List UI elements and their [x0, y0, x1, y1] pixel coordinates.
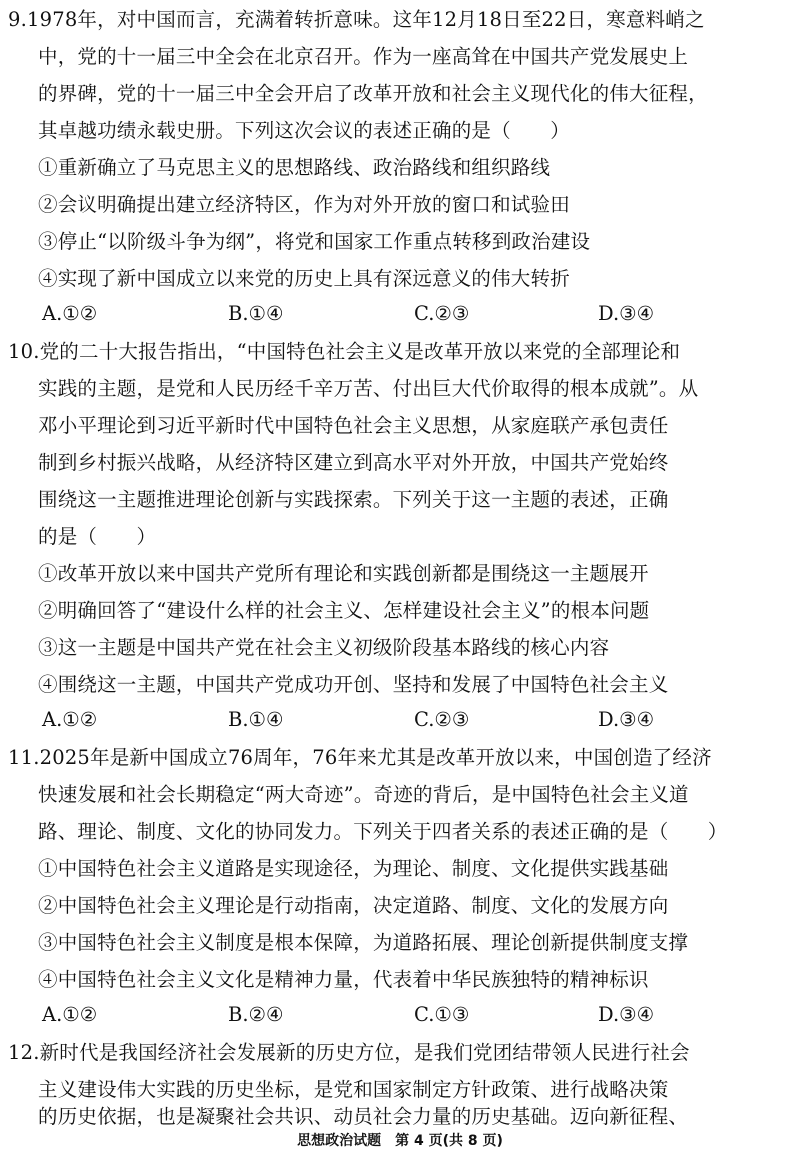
q12-line-3: 的历史依据，也是凝聚社会共识、动员社会力量的历史基础。迈向新征程、	[38, 1105, 689, 1128]
q10-choice-c: C.②③	[414, 708, 470, 731]
q11-option-4: ④中国特色社会主义文化是精神力量，代表着中华民族独特的精神标识	[38, 968, 649, 991]
q10-line-4: 制到乡村振兴战略，从经济特区建立到高水平对外开放，中国共产党始终	[38, 451, 669, 474]
q11-choice-d: D.③④	[598, 1003, 655, 1026]
q10-option-1: ①改革开放以来中国共产党所有理论和实践创新都是围绕这一主题展开	[38, 562, 649, 585]
q11-choice-a: A.①②	[42, 1003, 98, 1026]
q9-choice-a: A.①②	[42, 302, 98, 325]
q11-option-1: ①中国特色社会主义道路是实现途径，为理论、制度、文化提供实践基础	[38, 857, 669, 880]
q9-choice-d: D.③④	[598, 302, 655, 325]
q11-line-2: 快速发展和社会长期稳定“两大奇迹”。奇迹的背后，是中国特色社会主义道	[38, 783, 689, 806]
q10-line-3: 邓小平理论到习近平新时代中国特色社会主义思想，从家庭联产承包责任	[38, 414, 669, 437]
q10-line-6: 的是（ ）	[38, 525, 157, 548]
q10-choice-a: A.①②	[42, 708, 98, 731]
q12-line-2: 主义建设伟大实践的历史坐标，是党和国家制定方针政策、进行战略决策	[38, 1078, 669, 1101]
q11-line-3: 路、理论、制度、文化的协同发力。下列关于四者关系的表述正确的是（ ）	[38, 820, 728, 843]
q10-line-5: 围绕这一主题推进理论创新与实践探索。下列关于这一主题的表述，正确	[38, 488, 669, 511]
q9-option-3: ③停止“以阶级斗争为纲”，将党和国家工作重点转移到政治建设	[38, 230, 591, 253]
q11-choice-b: B.②④	[228, 1003, 284, 1026]
q10-choice-b: B.①④	[228, 708, 284, 731]
q10-line-2: 实践的主题，是党和人民历经千辛万苦、付出巨大代价取得的根本成就”。从	[38, 377, 699, 400]
q10-option-4: ④围绕这一主题，中国共产党成功开创、坚持和发展了中国特色社会主义	[38, 673, 669, 696]
q11-choice-c: C.①③	[414, 1003, 470, 1026]
q11-option-2: ②中国特色社会主义理论是行动指南，决定道路、制度、文化的发展方向	[38, 894, 669, 917]
q9-option-2: ②会议明确提出建立经济特区，作为对外开放的窗口和试验田	[38, 193, 570, 216]
q11-option-3: ③中国特色社会主义制度是根本保障，为道路拓展、理论创新提供制度支撑	[38, 931, 689, 954]
q10-option-2: ②明确回答了“建设什么样的社会主义、怎样建设社会主义”的根本问题	[38, 599, 650, 622]
q9-option-4: ④实现了新中国成立以来党的历史上具有深远意义的伟大转折	[38, 267, 570, 290]
q9-option-1: ①重新确立了马克思主义的思想路线、政治路线和组织路线	[38, 156, 551, 179]
q9-line-1: 9.1978年，对中国而言，充满着转折意味。这年12月18日至22日，寒意料峭之	[8, 8, 705, 31]
page-footer: 思想政治试题 第 4 页(共 8 页)	[297, 1133, 503, 1149]
q10-line-1: 10.党的二十大报告指出，“中国特色社会主义是改革开放以来党的全部理论和	[8, 340, 681, 363]
q12-line-1: 12.新时代是我国经济社会发展新的历史方位，是我们党团结带领人民进行社会	[8, 1041, 690, 1064]
q9-choice-c: C.②③	[414, 302, 470, 325]
q10-choice-d: D.③④	[598, 708, 655, 731]
q9-line-3: 的界碑，党的十一届三中全会开启了改革开放和社会主义现代化的伟大征程，	[38, 82, 708, 105]
q10-option-3: ③这一主题是中国共产党在社会主义初级阶段基本路线的核心内容	[38, 636, 610, 659]
q9-line-4: 其卓越功绩永载史册。下列这次会议的表述正确的是（ ）	[38, 119, 570, 142]
q9-choice-b: B.①④	[228, 302, 284, 325]
q11-line-1: 11.2025年是新中国成立76周年，76年来尤其是改革开放以来，中国创造了经济	[8, 746, 712, 769]
q9-line-2: 中，党的十一届三中全会在北京召开。作为一座高耸在中国共产党发展史上	[38, 45, 689, 68]
